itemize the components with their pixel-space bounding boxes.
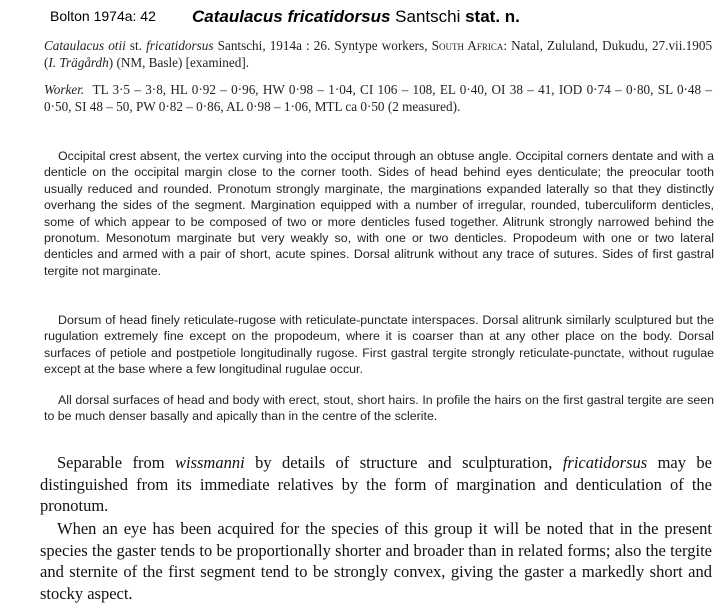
- worker-measurement-values: TL 3·5 – 3·8, HL 0·92 – 0·96, HW 0·98 – 1·04, CI 106 – 108, EL 0·40, OI 38 – 41, IOD 0·74 – 0·80, SL 0·48 – 0·50, SI 48 – 50, PW 0·82 – 0·86, AL 0·98 – 1·06, MTL ca 0·50 (2 measured).: [44, 82, 713, 114]
- heading-status: stat. n.: [465, 7, 520, 26]
- remarks-1a: Separable from: [57, 453, 175, 472]
- syn-citation: Santschi, 1914a : 26. Syntype workers,: [217, 38, 428, 53]
- syn-locality: : Natal, Zululand, Dukudu, 27.vii.1905 (: [44, 38, 713, 70]
- remarks-1c: by details of structure and sculpturation,: [244, 453, 563, 472]
- worker-measurements: [44, 82, 712, 116]
- syn-genus: Cataulacus: [44, 38, 105, 53]
- synonymy-paragraph: [44, 38, 712, 72]
- syn-species: otii: [108, 38, 126, 53]
- citation-label: Bolton 1974a: 42: [50, 8, 156, 24]
- remarks-1e: may be distinguished from its immediate relatives by the form of margination and denticulation of the pronotum.: [40, 453, 713, 516]
- worker-label: Worker.: [44, 82, 85, 97]
- description-sculpture: Dorsum of head finely reticulate-rugose with reticulate-punctate interspaces. Dorsal alitrunk similarly sculptured but the rugulation extremely fine except on the propodeum, where it is coarser than at any other place on the body. Dorsal surfaces of petiole and postpetiole longitudinally rugose. First gastral tergite strongly reticulate-punctate, without rugulae except at the base where a few longitudinal rugulae occur.: [44, 313, 714, 377]
- remarks-fricatidorsus: fricatidorsus: [562, 453, 648, 472]
- syn-country: South Africa: [431, 38, 504, 53]
- remarks-wissmanni: wissmanni: [174, 453, 245, 472]
- syn-depository: ) (NM, Basle) [examined].: [108, 54, 250, 70]
- taxon-heading: [192, 7, 520, 27]
- syn-subspecies: fricatidorsus: [146, 38, 214, 53]
- heading-species: fricatidorsus: [287, 7, 391, 26]
- remarks-paragraph-1: [40, 452, 712, 517]
- heading-author: Santschi: [395, 7, 461, 26]
- heading-genus: Cataulacus: [192, 7, 283, 26]
- remarks-paragraph-2: When an eye has been acquired for the species of this group it will be noted that in the present species the gaster tends to be proportionally shorter and broader than in related forms; also the tergite and sternite of the first segment tend to be strongly convex, giving the gaster a markedly short and stocky aspect.: [40, 519, 712, 603]
- syn-rank: st.: [129, 38, 142, 53]
- description-structure: Occipital crest absent, the vertex curving into the occiput through an obtuse angle. Occipital corners dentate and with a denticle on the occipital margin close to the corner tooth. Sides of head behind eyes denticulate; the preocular tooth usually reduced and rounded. Pronotum strongly marginate, the marginations expanded laterally so that they distinctly overhang the sides of the segment. Margination equipped with a number of irregular, rounded, tuberculiform denticles, some of which appear to be composed of two or more denticles fused together. Alitrunk strongly narrowed behind the pronotum. Mesonotum marginate but very weakly so, with one or two denticles. Propodeum with one or two lateral denticles and armed with a pair of short, acute spines. Dorsal alitrunk without any trace of sutures. Sides of first gastral tergite not marginate.: [44, 149, 714, 278]
- description-pilosity: All dorsal surfaces of head and body with erect, stout, short hairs. In profile the hairs on the first gastral tergite are seen to be much denser basally and apically than in the centre of the sclerite.: [44, 393, 714, 424]
- syn-collector: I. Trägårdh: [48, 54, 109, 70]
